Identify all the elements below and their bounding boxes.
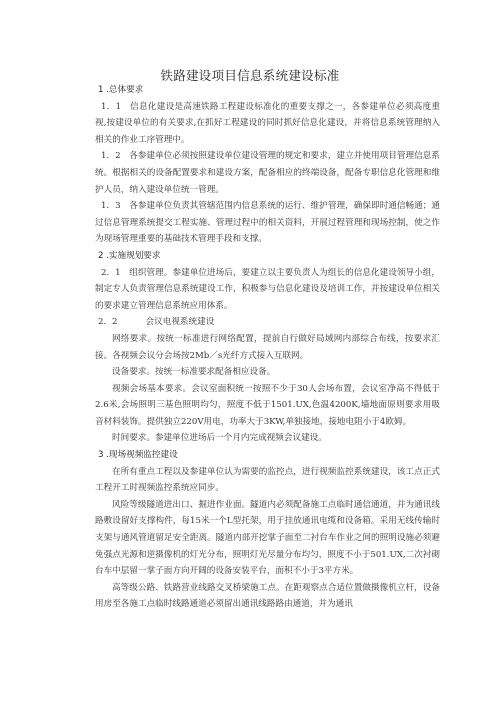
section-heading-1: 1 .总体要求 xyxy=(98,85,144,95)
section-heading-3: 3 .现场视频监控建设 xyxy=(98,450,178,461)
paragraph-network: 网络要求。按统一标准进行网络配置，提前自行做好局域网内部综合布线，按要求汇接。各视频会议分会场按2Mb／s光纤方式接入互联网。 xyxy=(95,333,440,361)
paragraph-3-2: 风险等级隧道进出口、掘进作业面。隧道内必须配备施工点临时通信通道，并为通讯线路敷设留好支撑构件，每15米一个L型托架，用于挂放通讯电缆和设备箱。采用无线传输时支架与通风管道留足安全距离。隧道内部开挖掌子面至二衬台车作业之间的照明设施必须避免强点光源和逆摄像机的灯光分布，照明灯光尽量分布均匀，照度不小于501.UX,二次衬砌台车中层留一掌子面方向开阔的设备安装平台，面积不小于3平方米。 xyxy=(95,499,440,577)
paragraph-2-1: 2．1 组织管理。参建单位进场后，要建立以主要负责人为组长的信息化建设领导小组，制定专人负责管理信息系统建设工作，积极参与信息化建设及培训工作，并按建设单位相关的要求建立管理信息系统应用体系。 xyxy=(95,267,440,311)
paragraph-1-1: 1．1 信息化建设是高速铁路工程建设标准化的重要支撑之一，各参建单位必须高度重视,按建设单位的有关要求,在抓好工程建设的同时抓好信息化建设，并将信息系统管理纳入相关的作业工序管理中。 xyxy=(95,101,440,145)
paragraph-3-3: 高等级公路、铁路营业线路交叉桥梁施工点。在距观察点合适位置做摄像机立杆，设备用房至各施工点临时线路通道必须留出通讯线路路由通道，并为通讯 xyxy=(95,582,440,610)
section-heading-2: 2 .实施规划要求 xyxy=(98,250,161,261)
paragraph-3-1: 在所有重点工程以及参建单位认为需要的监控点，进行视频监控系统建设，该工点正式工程开工时视频监控系统应同步。 xyxy=(95,466,440,494)
paragraph-1-2: 1．2 各参建单位必须按照建设单位建设管理的规定和要求，建立并使用项目管理信息系统。根据相关的设备配置要求和建设方案，配备相应的终端设备，配备专职信息化管理和维护人员，纳入建设单位统一管理。 xyxy=(95,151,440,195)
paragraph-1-3: 1．3 各参建单位负责其管辖范围内信息系统的运行、维护管理，确保即时通信畅通；通过信息管理系统提交工程实施、管理过程中的相关资料，开展过程管理和现场控制，使之作为现场管理重要的基础技术管理手段和支撑。 xyxy=(95,201,440,245)
subsection-title: 会议电视系统建设 xyxy=(145,317,215,328)
subsection-2-2 xyxy=(95,314,440,331)
subsection-number: 2．2 xyxy=(98,317,118,328)
paragraph-venue: 视频会场基本要求。会议室面积统一按照不少于30人会场布置，会议室净高不得低于2.6米,会场照明三基色照明均匀，照度不低于1501.UX,色温4200K,墙地面原则要求用吸音材料装饰。提供独立220V用电，功率大于3KW,单独接地，接地电阻小于4欧姆。 xyxy=(95,383,440,427)
document-title: 铁路建设项目信息系统建设标准 xyxy=(160,68,340,83)
paragraph-time: 时间要求。参建单位进场后一个月内完成视频会议建设。 xyxy=(112,433,327,444)
paragraph-equipment: 设备要求。按统一标准要求配备相应设备。 xyxy=(112,367,276,378)
document-body xyxy=(95,82,440,613)
